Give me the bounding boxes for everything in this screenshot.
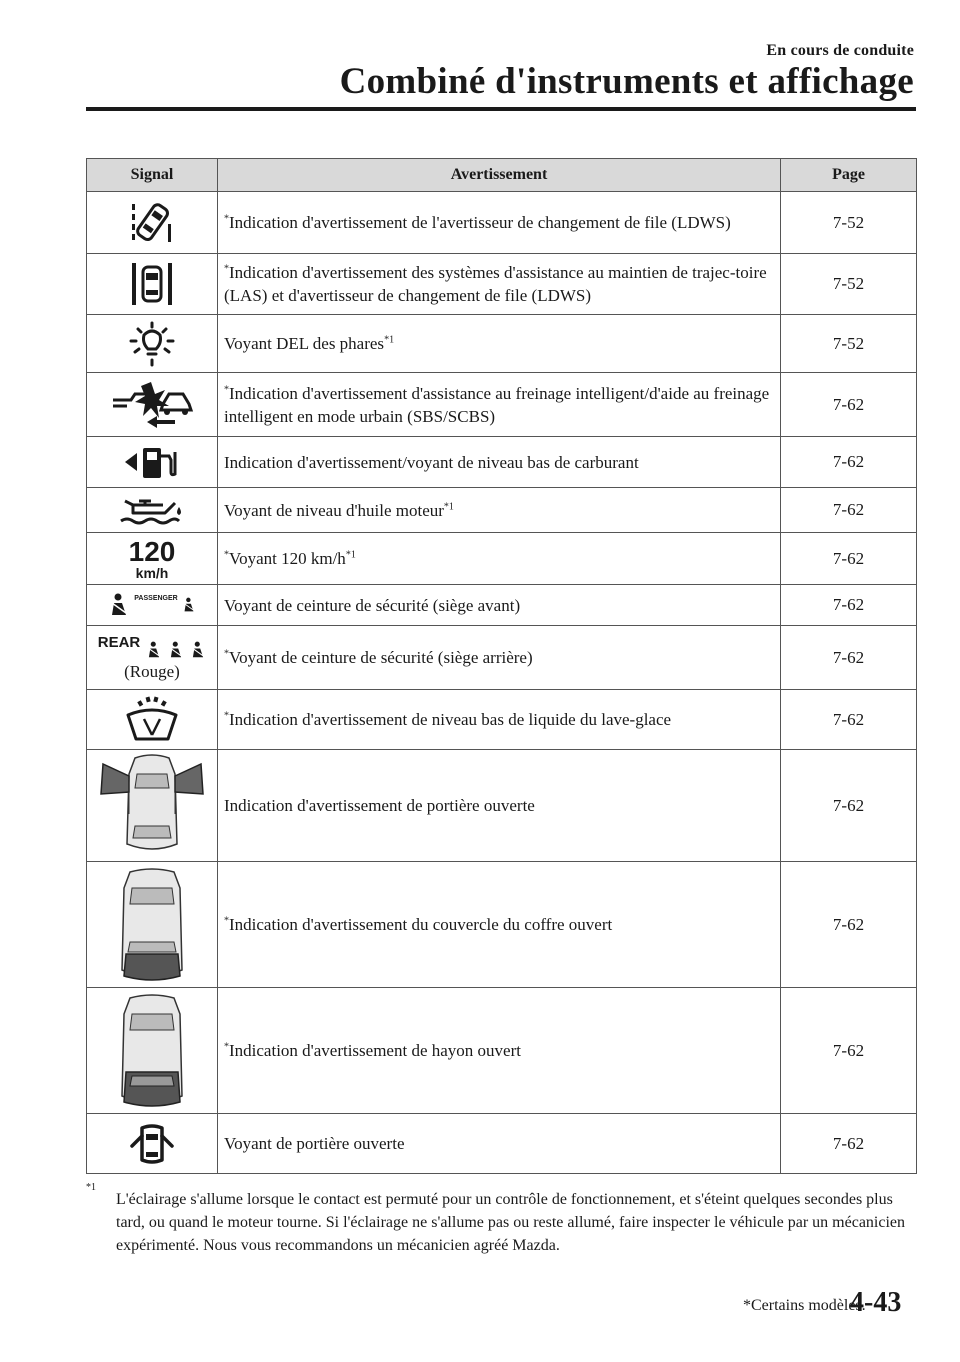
- warning-cell: [218, 437, 781, 488]
- header-rule: [86, 107, 916, 111]
- page-ref: 7-62: [781, 862, 917, 988]
- trunk-open-car-icon: [112, 866, 192, 984]
- passenger-label: PASSENGER: [134, 595, 178, 602]
- page-ref: 7-62: [781, 585, 917, 626]
- signal-cell: [87, 373, 218, 437]
- rear-left-seat-belt-icon: [146, 640, 162, 660]
- column-header-page: Page: [781, 159, 917, 192]
- table-row: [87, 626, 917, 690]
- engine-oil-level-icon: [117, 493, 187, 527]
- table-header-row: [87, 159, 917, 192]
- warning-cell: [218, 690, 781, 750]
- warning-text: Voyant de portière ouverte: [224, 1134, 405, 1153]
- warning-text: Voyant de ceinture de sécurité (siège avant): [224, 595, 521, 615]
- signal-cell: [87, 192, 218, 254]
- warning-cell: [218, 862, 781, 988]
- column-header-warning: Avertissement: [218, 159, 781, 192]
- warning-text: Voyant de ceinture de sécurité (siège arrière): [229, 648, 533, 667]
- door-ajar-icon: [126, 1120, 178, 1168]
- signal-cell: [87, 533, 218, 585]
- rear-right-seat-belt-icon: [190, 640, 206, 660]
- warning-cell: [218, 585, 781, 626]
- warning-cell: [218, 254, 781, 315]
- passenger-seat-belt-icon: [182, 596, 196, 614]
- table-row: [87, 254, 917, 315]
- models-star: *: [224, 263, 229, 275]
- warning-text: Indication d'avertissement du couvercle du coffre ouvert: [229, 915, 613, 934]
- warning-cell: [218, 192, 781, 254]
- smart-brake-support-icon: [107, 380, 197, 430]
- section-title: En cours de conduite: [766, 42, 914, 59]
- page-ref: 7-52: [781, 192, 917, 254]
- table-row: [87, 862, 917, 988]
- table-row: [87, 750, 917, 862]
- models-star: *: [224, 1041, 229, 1053]
- warning-text: Voyant 120 km/h: [229, 549, 346, 568]
- page-ref: 7-62: [781, 488, 917, 533]
- models-star: *: [224, 213, 229, 225]
- warning-cell: [218, 488, 781, 533]
- signal-cell: [87, 626, 218, 690]
- models-star: *: [224, 383, 229, 395]
- models-star: *: [224, 710, 229, 722]
- column-header-signal: Signal: [87, 159, 218, 192]
- warning-text: Voyant DEL des phares: [224, 334, 385, 353]
- warning-cell: [218, 315, 781, 373]
- signal-cell: [87, 488, 218, 533]
- lane-departure-warning-icon: [127, 198, 177, 248]
- warning-text: Voyant de niveau d'huile moteur: [224, 500, 444, 520]
- page-ref: 7-62: [781, 626, 917, 690]
- page-ref: 7-62: [781, 373, 917, 437]
- table-row: [87, 437, 917, 488]
- signals-table: [86, 158, 917, 1174]
- footnote: *1 L'éclairage s'allume lorsque le contact est permuté pour un contrôle de fonctionnement, et s'éteint quelques secondes plus tard, ou quand le moteur tourne. Si l'éclairage ne s'allume pas ou reste allumé, faire inspecter le véhicule par un mécanicien expérimenté. Nous vous recommandons un mécanicien agréé Mazda.: [86, 1188, 916, 1257]
- footnote-ref: *1: [345, 549, 356, 561]
- page-ref: 7-52: [781, 254, 917, 315]
- rear-center-seat-belt-icon: [168, 640, 184, 660]
- driver-seat-belt-icon: [108, 593, 130, 617]
- icon-color-caption: (Rouge): [124, 661, 180, 681]
- table-row: [87, 488, 917, 533]
- table-row: [87, 192, 917, 254]
- warning-text: Indication d'avertissement de hayon ouvert: [229, 1041, 521, 1060]
- rear-seat-belt-icon: [93, 634, 211, 682]
- warning-text: Indication d'avertissement de portière ouverte: [224, 796, 535, 815]
- rear-label: REAR: [97, 633, 141, 651]
- speed-120-unit: km/h: [135, 564, 169, 581]
- washer-fluid-icon: [124, 695, 180, 745]
- speed-120-icon: [93, 535, 211, 581]
- door-open-car-icon: [97, 754, 207, 858]
- page-number: 4-43: [850, 1287, 902, 1318]
- signal-cell: [87, 437, 218, 488]
- models-star: *: [224, 915, 229, 927]
- table-row: [87, 690, 917, 750]
- table-row: [87, 585, 917, 626]
- page-ref: 7-62: [781, 437, 917, 488]
- signal-cell: [87, 585, 218, 626]
- signal-cell: [87, 750, 218, 862]
- warning-text: Indication d'avertissement des systèmes d'assistance au maintien de trajec-toire (LAS) et d'avertisseur de changement de file (LDWS): [224, 263, 767, 305]
- signal-cell: [87, 1114, 218, 1174]
- footnote-ref: *1: [443, 500, 454, 512]
- page-title: Combiné d'instruments et affichage: [339, 61, 914, 102]
- warning-text: Indication d'avertissement d'assistance au freinage intelligent/d'aide au freinage intelligent en mode urbain (SBS/SCBS): [224, 383, 770, 426]
- front-seat-belt-icon: [93, 593, 211, 617]
- warning-cell: [218, 1114, 781, 1174]
- models-note: *Certains modèles.: [743, 1297, 866, 1314]
- warning-cell: [218, 626, 781, 690]
- page-ref: 7-52: [781, 315, 917, 373]
- signal-cell: [87, 254, 218, 315]
- table-row: [87, 1114, 917, 1174]
- page-ref: 7-62: [781, 690, 917, 750]
- footnote-ref: *1: [384, 334, 395, 346]
- table-row: [87, 373, 917, 437]
- warning-cell: [218, 988, 781, 1114]
- speed-120-value: 120: [128, 535, 176, 567]
- warning-cell: [218, 750, 781, 862]
- table-row: [87, 988, 917, 1114]
- warning-text: Indication d'avertissement de niveau bas de liquide du lave-glace: [229, 710, 672, 729]
- headlight-led-icon: [126, 321, 178, 367]
- table-row: [87, 315, 917, 373]
- page-ref: 7-62: [781, 988, 917, 1114]
- lane-keep-assist-icon: [127, 259, 177, 309]
- page-ref: 7-62: [781, 533, 917, 585]
- warning-text: Indication d'avertissement/voyant de niveau bas de carburant: [224, 452, 639, 472]
- table-row: [87, 533, 917, 585]
- signal-cell: [87, 988, 218, 1114]
- page-ref: 7-62: [781, 1114, 917, 1174]
- liftgate-open-car-icon: [112, 992, 192, 1110]
- models-star: *: [224, 549, 229, 561]
- warning-cell: [218, 373, 781, 437]
- low-fuel-icon: [117, 442, 187, 482]
- warning-cell: [218, 533, 781, 585]
- page-ref: 7-62: [781, 750, 917, 862]
- signal-cell: [87, 690, 218, 750]
- warning-text: Indication d'avertissement de l'avertisseur de changement de file (LDWS): [229, 213, 731, 232]
- signal-cell: [87, 862, 218, 988]
- signal-cell: [87, 315, 218, 373]
- models-star: *: [224, 648, 229, 660]
- footnote-text: L'éclairage s'allume lorsque le contact est permuté pour un contrôle de fonctionnement, et s'éteint quelques secondes plus tard, ou quand le moteur tourne. Si l'éclairage ne s'allume pas ou reste allumé, faire inspecter le véhicule par un mécanicien expérimenté. Nous vous recommandons un mécanicien agréé Mazda.: [116, 1191, 906, 1254]
